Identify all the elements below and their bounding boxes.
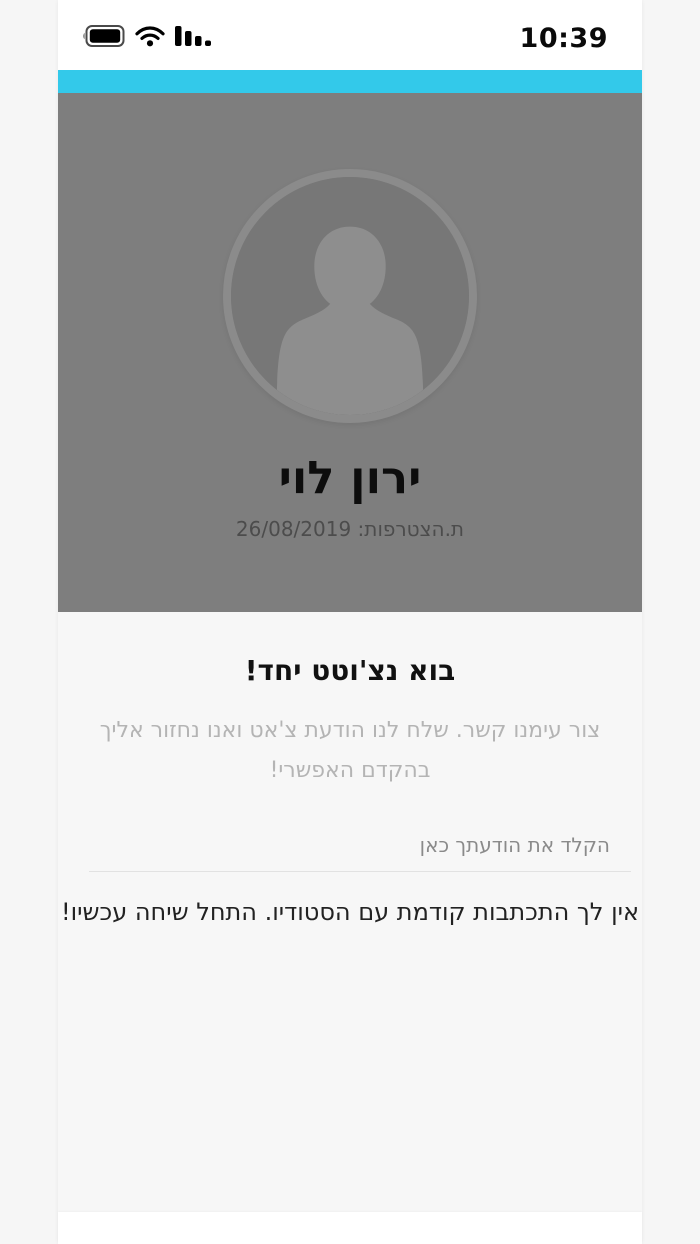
app-frame xyxy=(58,0,642,1244)
profile-name: ירון לוי xyxy=(278,451,422,504)
profile-join-date: ת.הצטרפות: 26/08/2019 xyxy=(235,516,465,541)
bottom-bar xyxy=(58,1212,642,1244)
avatar xyxy=(223,169,477,423)
profile-header xyxy=(58,93,642,612)
cellular-signal-icon xyxy=(174,24,218,52)
status-bar xyxy=(58,0,642,70)
chat-subtext: צור עימנו קשר. שלח לנו הודעת צ'אט ואנו נחזור אליך בהקדם האפשרי! xyxy=(99,718,601,783)
chat-heading: בוא נצ'וטט יחד! xyxy=(244,654,456,687)
message-input-row xyxy=(58,827,642,871)
empty-conversation-message: אין לך התכתבות קודמת עם הסטודיו. התחל שיחה עכשיו! xyxy=(60,898,640,926)
status-time: 10:39 xyxy=(519,22,608,54)
message-input[interactable] xyxy=(88,827,610,871)
person-placeholder-icon xyxy=(231,177,469,415)
wifi-icon xyxy=(134,24,166,52)
chat-section xyxy=(58,612,642,1212)
accent-bar xyxy=(58,70,642,93)
status-icons xyxy=(80,24,218,52)
input-divider xyxy=(89,871,631,872)
battery-icon xyxy=(80,24,126,52)
